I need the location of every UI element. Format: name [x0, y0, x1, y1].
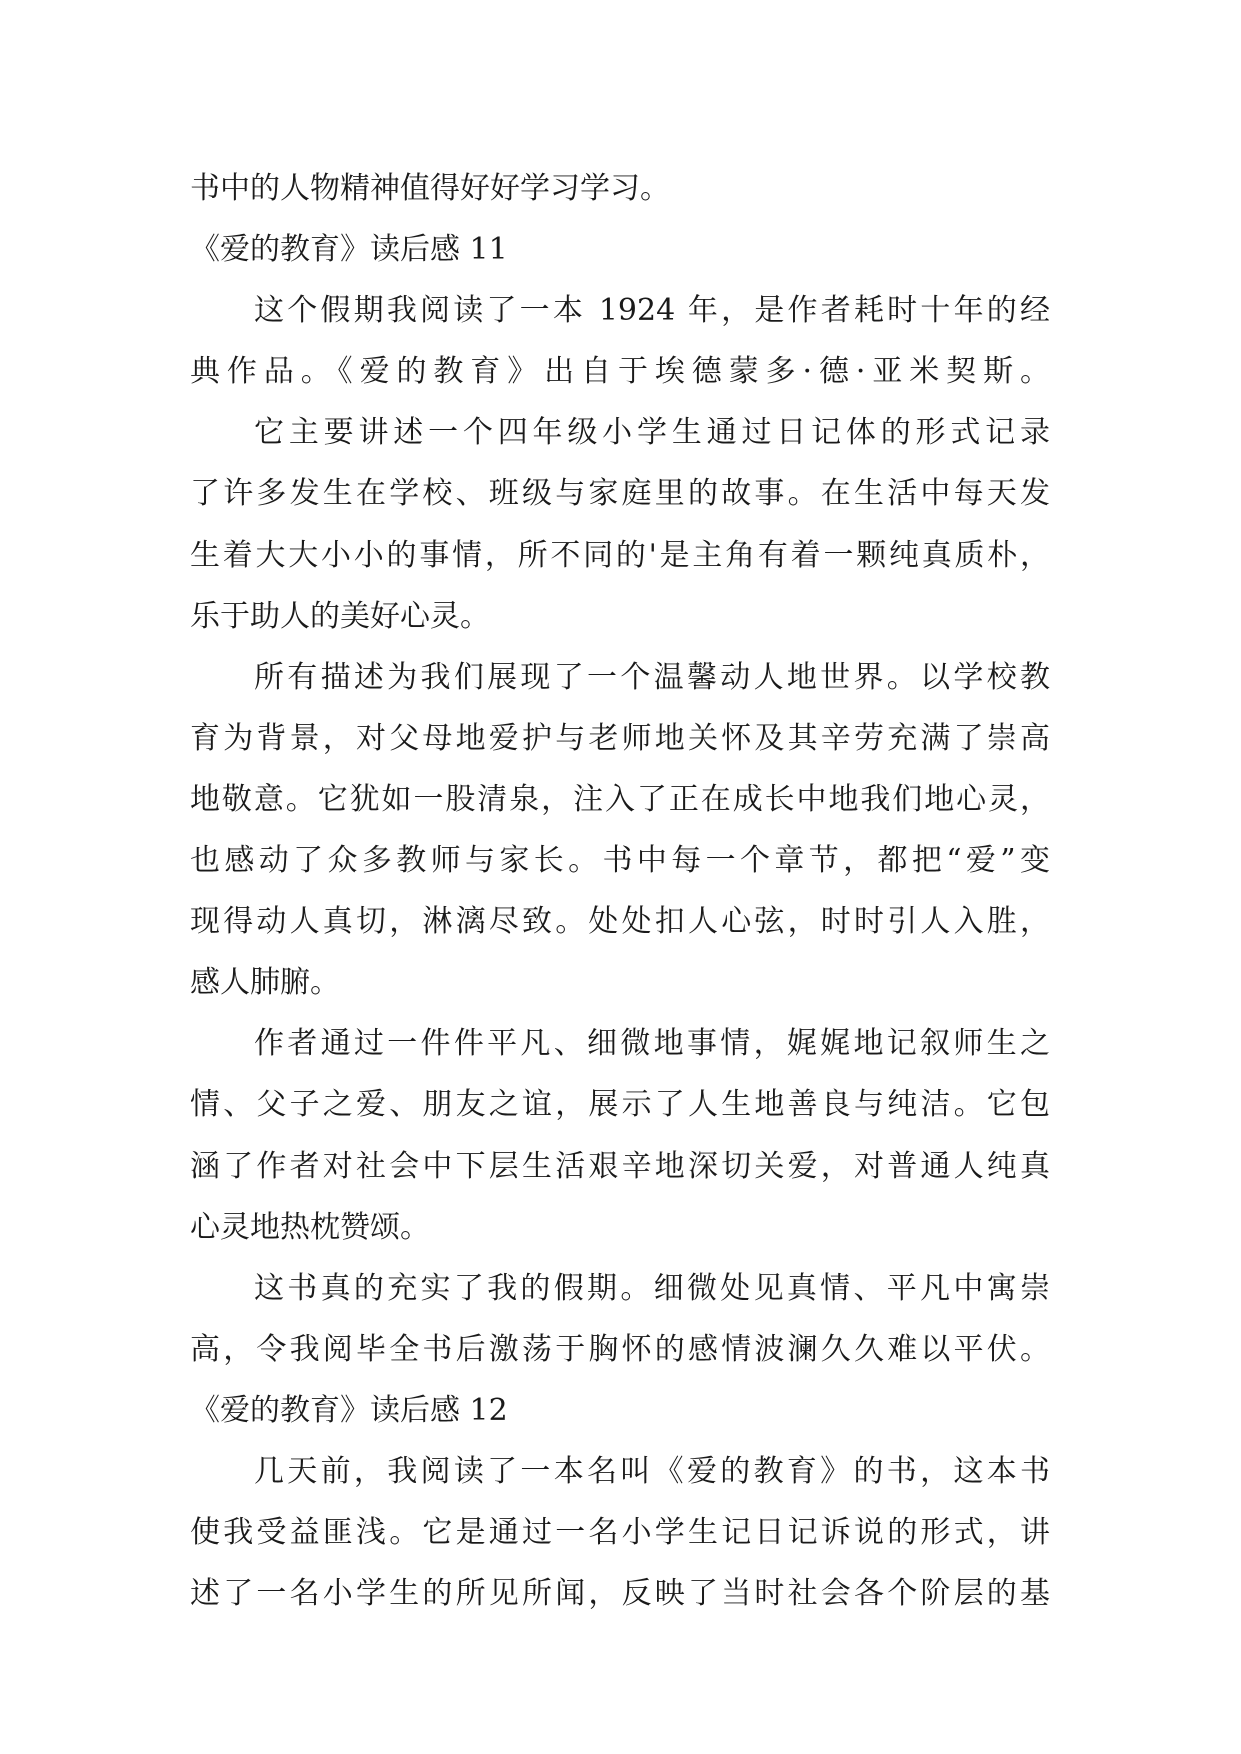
text-line: 它主要讲述一个四年级小学生通过日记体的形式记录	[254, 415, 1050, 451]
section-heading: 《爱的教育》读后感 11	[190, 232, 508, 268]
text-line: 地敬意。它犹如一股清泉，注入了正在成长中地我们地心灵，	[190, 781, 1050, 817]
text-line: 几天前，我阅读了一本名叫《爱的教育》的书，这本书	[254, 1453, 1050, 1489]
text-line: 也感动了众多教师与家长。书中每一个章节，都把“爱”变	[190, 843, 1050, 879]
text-line: 心灵地热枕赞颂。	[190, 1209, 430, 1245]
text-line: 乐于助人的美好心灵。	[190, 598, 490, 634]
text-line: 作者通过一件件平凡、细微地事情，娓娓地记叙师生之	[254, 1026, 1050, 1062]
text-line: 这书真的充实了我的假期。细微处见真情、平凡中寓崇	[254, 1270, 1050, 1306]
text-line: 典作品。《爱的教育》出自于埃德蒙多·德·亚米契斯。	[190, 354, 1050, 390]
text-line: 育为背景，对父母地爱护与老师地关怀及其辛劳充满了崇高	[190, 720, 1050, 756]
text-line: 书中的人物精神值得好好学习学习。	[190, 171, 670, 206]
text-line: 现得动人真切，淋漓尽致。处处扣人心弦，时时引人入胜，	[190, 904, 1050, 940]
text-line: 了许多发生在学校、班级与家庭里的故事。在生活中每天发	[190, 476, 1050, 512]
text-line: 述了一名小学生的所见所闻，反映了当时社会各个阶层的基	[190, 1576, 1050, 1612]
text-line: 情、父子之爱、朋友之谊，展示了人生地善良与纯洁。它包	[190, 1087, 1050, 1123]
document-page	[190, 158, 1050, 1624]
text-line: 生着大大小小的事情，所不同的'是主角有着一颗纯真质朴，	[190, 537, 1050, 573]
text-line: 高，令我阅毕全书后激荡于胸怀的感情波澜久久难以平伏。	[190, 1331, 1050, 1367]
section-heading: 《爱的教育》读后感 12	[190, 1392, 508, 1428]
text-line: 涵了作者对社会中下层生活艰辛地深切关爱，对普通人纯真	[190, 1148, 1050, 1184]
text-line: 感人肺腑。	[190, 965, 340, 1001]
text-line: 所有描述为我们展现了一个温馨动人地世界。以学校教	[254, 659, 1050, 695]
text-line: 这个假期我阅读了一本 1924 年，是作者耗时十年的经	[254, 293, 1050, 329]
text-line: 使我受益匪浅。它是通过一名小学生记日记诉说的形式，讲	[190, 1515, 1050, 1551]
